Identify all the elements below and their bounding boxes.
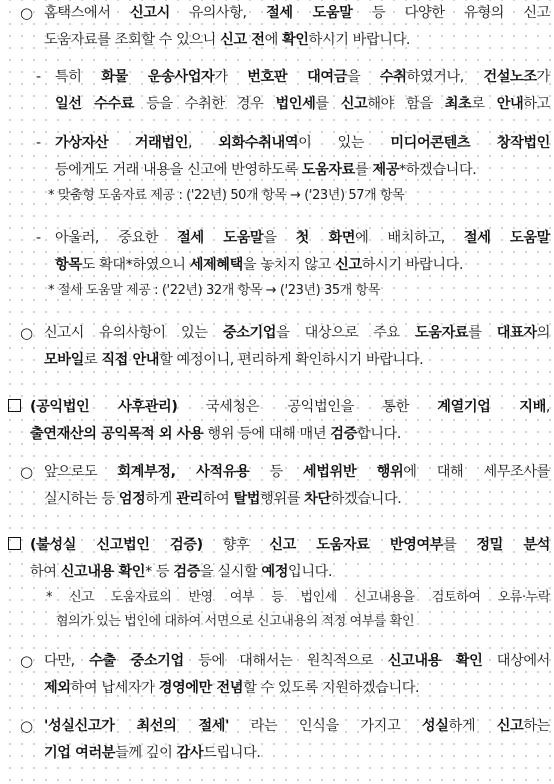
text-line: 앞으로도 회계부정, 사적유용 등 세법위반 행위에 대해 세무조사를 (44, 464, 550, 480)
emphasis: 예정 (261, 564, 289, 580)
emphasis: 출연재산의 공익목적 외 사용 (30, 426, 204, 442)
emphasis: 절세 도움말 (177, 230, 264, 246)
paragraph-homtax-guide (0, 0, 554, 54)
circle-bullet: ○ (20, 324, 33, 342)
emphasis: 수출 중소기업 (89, 653, 184, 669)
emphasis: 신고 (496, 718, 524, 734)
emphasis: 화물 운송사업자 (101, 69, 215, 85)
text-line: 항목도 확대*하였으니 세제혜택을 놓치지 않고 신고하시기 바랍니다. (55, 257, 464, 273)
emphasis: 감사 (176, 745, 204, 761)
emphasis: 엄정 (118, 491, 146, 507)
emphasis: 대표자 (496, 325, 537, 341)
emphasis: 신고 도움자료 반영여부 (269, 537, 444, 553)
emphasis: 제외 (44, 680, 71, 696)
text-line: 가상자산 거래법인, 외화수취내역이 있는 미디어콘텐츠 창작법인 (55, 135, 550, 151)
emphasis: 차단 (304, 491, 331, 507)
emphasis: 신고 (340, 96, 368, 112)
emphasis: 신고내용 확인 (387, 653, 483, 669)
paragraph-export-sme (0, 648, 554, 702)
text-line: 출연재산의 공익목적 외 사용 행위 등에 대해 매년 검증합니다. (30, 426, 401, 442)
circle-bullet: ○ (20, 652, 33, 670)
emphasis: 정밀 분석 (476, 537, 550, 553)
emphasis: 검증 (330, 426, 357, 442)
emphasis: 검증 (173, 564, 200, 580)
emphasis: 모바일 (44, 352, 84, 368)
emphasis: 기업 여러분 (44, 745, 116, 761)
footnote: * 절세 도움말 제공 : ('22년) 32개 항목 → ('23년) 35개 항목 (48, 283, 381, 298)
square-bullet (8, 532, 21, 559)
circle-bullet: ○ (20, 463, 33, 481)
text-line: 도움자료를 조회할 수 있으니 신고 전에 확인하시기 바랍니다. (44, 32, 410, 48)
text-line: (공익법인 사후관리) 국세청은 공익법인을 통한 계열기업 지배, (30, 399, 551, 415)
emphasis: 미디어콘텐츠 창작법인 (390, 135, 550, 151)
text-line: 제외하여 납세자가 경영에만 전념할 수 있도록 지원하겠습니다. (44, 680, 420, 696)
text-line: 기업 여러분들께 깊이 감사드립니다. (44, 745, 261, 761)
emphasis: 탈법 (233, 491, 261, 507)
emphasis: 직접 안내 (101, 352, 160, 368)
text-line: 하여 신고내용 확인* 등 검증을 실시할 예정입니다. (30, 564, 333, 580)
emphasis: 건설노조 (483, 69, 537, 85)
emphasis: 중소기업 (222, 325, 277, 341)
emphasis: 법인세 (275, 96, 316, 112)
emphasis: 신고내용 확인 (60, 564, 146, 580)
emphasis: 도움자료 (414, 325, 469, 341)
emphasis: 회계부정, 사적유용 (117, 464, 250, 480)
square-bullet (8, 394, 21, 421)
emphasis: '성실신고가 최선의 절세' (44, 718, 230, 734)
section-unfaithful-filing (0, 532, 554, 634)
emphasis: 최초 (444, 96, 472, 112)
dash-bullet: - (36, 135, 41, 151)
text-line: 특히 화물 운송사업자가 번호판 대여금을 수취하였거나, 건설노조가 (55, 69, 550, 85)
footnote: * 맞춤형 도움자료 제공 : ('22년) 50개 항목 → ('23년) 57개 항목 (48, 188, 405, 203)
emphasis: 세제혜택 (189, 257, 243, 273)
subitem-virtual-asset (0, 130, 554, 208)
circle-bullet: ○ (20, 717, 33, 735)
emphasis: 수취 (379, 69, 407, 85)
emphasis: 세법위반 행위 (302, 464, 404, 480)
paragraph-gratitude (0, 713, 554, 767)
paragraph-sme-mobile (0, 320, 554, 374)
paragraph-tax-audit (0, 459, 554, 513)
text-line: 신고시 유의사항이 있는 중소기업을 대상으로 주요 도움자료를 대표자의 (44, 325, 550, 341)
emphasis: 안내 (496, 96, 524, 112)
emphasis: 항목 (55, 257, 82, 273)
footnote: * 신고 도움자료의 반영 여부 등 법인세 신고내용을 검토하여 오류·누락 (46, 590, 550, 605)
text-line: 실시하는 등 엄정하게 관리하여 탈법행위를 차단하겠습니다. (44, 491, 402, 507)
emphasis: 첫 화면 (295, 230, 356, 246)
emphasis: 가상자산 거래법인 (55, 135, 189, 151)
emphasis: 계열기업 지배 (437, 399, 546, 415)
subitem-cargo-transport (0, 64, 554, 118)
dash-bullet: - (36, 230, 41, 246)
emphasis: 번호판 대여금 (247, 69, 348, 85)
emphasis: 도움자료 (301, 162, 355, 178)
dash-bullet: - (36, 69, 41, 85)
emphasis: 신고 (335, 257, 362, 273)
emphasis: 제공 (372, 162, 400, 178)
emphasis: 신고시 (129, 5, 170, 21)
text-line: 다만, 수출 중소기업 등에 대해서는 원칙적으로 신고내용 확인 대상에서 (44, 653, 550, 669)
section-public-interest (0, 394, 554, 448)
circle-bullet: ○ (20, 4, 33, 22)
emphasis: 경영에만 전념 (158, 680, 244, 696)
emphasis: 절세 도움말 (463, 230, 550, 246)
text-line: '성실신고가 최선의 절세' 라는 인식을 가지고 성실하게 신고하는 (44, 718, 550, 734)
subitem-tax-tips (0, 225, 554, 303)
emphasis: (공익법인 사후관리) (30, 399, 178, 415)
emphasis: 신고 전 (220, 32, 265, 48)
text-line: 홈택스에서 신고시 유의사항, 절세 도움말 등 다양한 유형의 신고 (44, 5, 550, 21)
emphasis: (불성실 신고법인 검증) (30, 537, 203, 553)
emphasis: 확인 (282, 32, 309, 48)
text-line: 모바일로 직접 안내할 예정이니, 편리하게 확인하시기 바랍니다. (44, 352, 424, 368)
emphasis: 절세 도움말 (266, 5, 353, 21)
emphasis: 일선 수수료 (55, 96, 135, 112)
emphasis: 성실 (421, 718, 449, 734)
text-line: 아울러, 중요한 절세 도움말을 첫 화면에 배치하고, 절세 도움말 (55, 230, 550, 246)
emphasis: 관리 (176, 491, 203, 507)
text-line: 등에게도 거래 내용을 신고에 반영하도록 도움자료를 제공*하겠습니다. (55, 162, 477, 178)
text-line: 일선 수수료 등을 수취한 경우 법인세를 신고해야 함을 최초로 안내하고 (55, 96, 550, 112)
emphasis: 외화수취내역 (218, 135, 299, 151)
footnote: 혐의가 있는 법인에 대하여 서면으로 신고내용의 적정 여부를 확인 (56, 614, 415, 629)
text-line: (불성실 신고법인 검증) 향후 신고 도움자료 반영여부를 정밀 분석 (30, 537, 550, 553)
